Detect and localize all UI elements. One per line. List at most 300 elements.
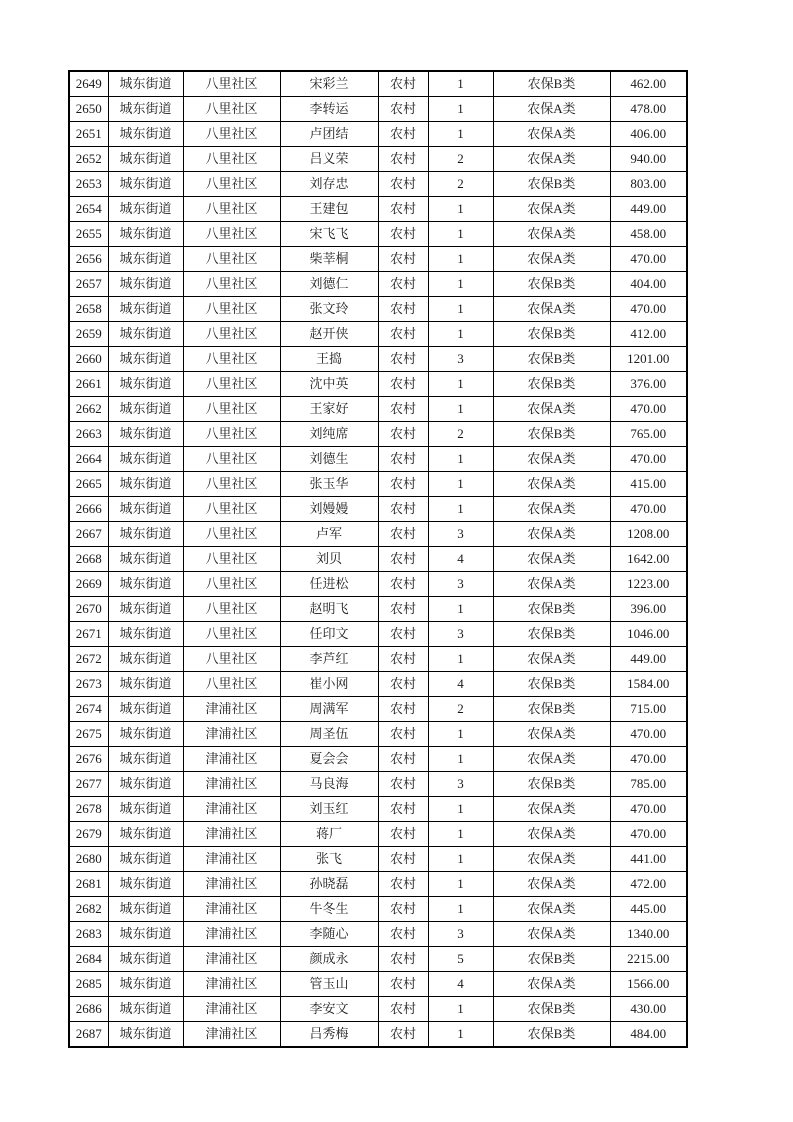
cell-person-name: 赵明飞 xyxy=(280,597,378,622)
cell-person-count: 3 xyxy=(428,347,493,372)
cell-amount: 1340.00 xyxy=(610,922,687,947)
cell-amount: 1201.00 xyxy=(610,347,687,372)
cell-household-type: 农村 xyxy=(378,147,428,172)
cell-community: 八里社区 xyxy=(183,297,280,322)
table-row xyxy=(69,272,687,297)
cell-household-type: 农村 xyxy=(378,297,428,322)
cell-serial-number: 2673 xyxy=(69,672,108,697)
cell-amount: 470.00 xyxy=(610,797,687,822)
cell-person-name: 孙晓磊 xyxy=(280,872,378,897)
table-row xyxy=(69,71,687,97)
cell-serial-number: 2686 xyxy=(69,997,108,1022)
cell-household-type: 农村 xyxy=(378,322,428,347)
cell-household-type: 农村 xyxy=(378,897,428,922)
cell-serial-number: 2649 xyxy=(69,71,108,97)
cell-insurance-category: 农保A类 xyxy=(493,822,610,847)
cell-insurance-category: 农保A类 xyxy=(493,722,610,747)
cell-person-name: 马良海 xyxy=(280,772,378,797)
cell-insurance-category: 农保B类 xyxy=(493,1022,610,1048)
table-body xyxy=(69,71,687,1047)
cell-person-count: 1 xyxy=(428,447,493,472)
cell-community: 八里社区 xyxy=(183,672,280,697)
cell-street: 城东街道 xyxy=(108,722,183,747)
cell-person-name: 崔小网 xyxy=(280,672,378,697)
cell-serial-number: 2677 xyxy=(69,772,108,797)
cell-street: 城东街道 xyxy=(108,547,183,572)
table-row xyxy=(69,572,687,597)
cell-amount: 2215.00 xyxy=(610,947,687,972)
table-row xyxy=(69,372,687,397)
cell-street: 城东街道 xyxy=(108,822,183,847)
cell-community: 八里社区 xyxy=(183,472,280,497)
cell-person-name: 王建包 xyxy=(280,197,378,222)
cell-community: 八里社区 xyxy=(183,247,280,272)
cell-serial-number: 2679 xyxy=(69,822,108,847)
cell-person-count: 1 xyxy=(428,97,493,122)
cell-amount: 449.00 xyxy=(610,647,687,672)
cell-community: 津浦社区 xyxy=(183,947,280,972)
cell-community: 八里社区 xyxy=(183,322,280,347)
cell-person-name: 刘德生 xyxy=(280,447,378,472)
cell-street: 城东街道 xyxy=(108,797,183,822)
cell-insurance-category: 农保A类 xyxy=(493,872,610,897)
cell-insurance-category: 农保A类 xyxy=(493,397,610,422)
cell-person-count: 2 xyxy=(428,697,493,722)
cell-insurance-category: 农保A类 xyxy=(493,797,610,822)
cell-community: 津浦社区 xyxy=(183,797,280,822)
table-row xyxy=(69,722,687,747)
cell-serial-number: 2674 xyxy=(69,697,108,722)
cell-person-name: 宋飞飞 xyxy=(280,222,378,247)
cell-serial-number: 2681 xyxy=(69,872,108,897)
cell-community: 八里社区 xyxy=(183,222,280,247)
cell-insurance-category: 农保A类 xyxy=(493,847,610,872)
cell-insurance-category: 农保A类 xyxy=(493,447,610,472)
cell-serial-number: 2682 xyxy=(69,897,108,922)
table-row xyxy=(69,297,687,322)
cell-street: 城东街道 xyxy=(108,71,183,97)
table-row xyxy=(69,597,687,622)
cell-household-type: 农村 xyxy=(378,622,428,647)
cell-household-type: 农村 xyxy=(378,672,428,697)
cell-serial-number: 2657 xyxy=(69,272,108,297)
cell-insurance-category: 农保A类 xyxy=(493,197,610,222)
cell-amount: 484.00 xyxy=(610,1022,687,1048)
cell-insurance-category: 农保A类 xyxy=(493,472,610,497)
cell-person-count: 1 xyxy=(428,822,493,847)
cell-insurance-category: 农保B类 xyxy=(493,322,610,347)
table-row xyxy=(69,947,687,972)
cell-person-count: 1 xyxy=(428,397,493,422)
table-row xyxy=(69,822,687,847)
cell-insurance-category: 农保A类 xyxy=(493,497,610,522)
cell-street: 城东街道 xyxy=(108,747,183,772)
cell-community: 八里社区 xyxy=(183,397,280,422)
cell-insurance-category: 农保A类 xyxy=(493,547,610,572)
table-row xyxy=(69,97,687,122)
table-row xyxy=(69,247,687,272)
cell-insurance-category: 农保B类 xyxy=(493,622,610,647)
cell-household-type: 农村 xyxy=(378,122,428,147)
cell-serial-number: 2683 xyxy=(69,922,108,947)
cell-person-count: 1 xyxy=(428,722,493,747)
cell-person-count: 2 xyxy=(428,172,493,197)
cell-amount: 458.00 xyxy=(610,222,687,247)
cell-person-count: 1 xyxy=(428,222,493,247)
cell-person-count: 1 xyxy=(428,747,493,772)
cell-person-count: 4 xyxy=(428,547,493,572)
cell-person-name: 周圣伍 xyxy=(280,722,378,747)
cell-serial-number: 2658 xyxy=(69,297,108,322)
table-row xyxy=(69,122,687,147)
cell-household-type: 农村 xyxy=(378,597,428,622)
cell-amount: 470.00 xyxy=(610,297,687,322)
cell-household-type: 农村 xyxy=(378,972,428,997)
cell-amount: 470.00 xyxy=(610,397,687,422)
cell-street: 城东街道 xyxy=(108,1022,183,1048)
cell-community: 八里社区 xyxy=(183,647,280,672)
cell-household-type: 农村 xyxy=(378,397,428,422)
cell-amount: 1566.00 xyxy=(610,972,687,997)
cell-amount: 376.00 xyxy=(610,372,687,397)
cell-amount: 441.00 xyxy=(610,847,687,872)
cell-person-count: 3 xyxy=(428,622,493,647)
table-row xyxy=(69,547,687,572)
table-row xyxy=(69,697,687,722)
cell-street: 城东街道 xyxy=(108,522,183,547)
cell-insurance-category: 农保B类 xyxy=(493,172,610,197)
cell-serial-number: 2671 xyxy=(69,622,108,647)
cell-person-name: 夏会会 xyxy=(280,747,378,772)
cell-amount: 1584.00 xyxy=(610,672,687,697)
cell-person-name: 王捣 xyxy=(280,347,378,372)
cell-amount: 1046.00 xyxy=(610,622,687,647)
cell-insurance-category: 农保B类 xyxy=(493,947,610,972)
cell-amount: 449.00 xyxy=(610,197,687,222)
cell-community: 津浦社区 xyxy=(183,997,280,1022)
cell-household-type: 农村 xyxy=(378,572,428,597)
cell-household-type: 农村 xyxy=(378,822,428,847)
cell-household-type: 农村 xyxy=(378,522,428,547)
cell-insurance-category: 农保A类 xyxy=(493,222,610,247)
cell-person-name: 张飞 xyxy=(280,847,378,872)
cell-community: 八里社区 xyxy=(183,272,280,297)
cell-household-type: 农村 xyxy=(378,872,428,897)
cell-person-count: 1 xyxy=(428,272,493,297)
cell-community: 八里社区 xyxy=(183,197,280,222)
cell-household-type: 农村 xyxy=(378,1022,428,1048)
cell-insurance-category: 农保B类 xyxy=(493,597,610,622)
cell-person-count: 1 xyxy=(428,997,493,1022)
cell-person-name: 刘玉红 xyxy=(280,797,378,822)
cell-community: 八里社区 xyxy=(183,447,280,472)
cell-community: 津浦社区 xyxy=(183,872,280,897)
cell-person-name: 刘德仁 xyxy=(280,272,378,297)
cell-person-count: 1 xyxy=(428,847,493,872)
cell-serial-number: 2687 xyxy=(69,1022,108,1048)
cell-street: 城东街道 xyxy=(108,647,183,672)
cell-community: 津浦社区 xyxy=(183,847,280,872)
cell-insurance-category: 农保A类 xyxy=(493,922,610,947)
cell-person-count: 1 xyxy=(428,872,493,897)
table-row xyxy=(69,797,687,822)
cell-insurance-category: 农保A类 xyxy=(493,247,610,272)
cell-household-type: 农村 xyxy=(378,997,428,1022)
cell-household-type: 农村 xyxy=(378,747,428,772)
cell-community: 津浦社区 xyxy=(183,772,280,797)
cell-insurance-category: 农保A类 xyxy=(493,747,610,772)
cell-amount: 470.00 xyxy=(610,247,687,272)
cell-serial-number: 2655 xyxy=(69,222,108,247)
cell-serial-number: 2651 xyxy=(69,122,108,147)
cell-serial-number: 2680 xyxy=(69,847,108,872)
cell-insurance-category: 农保A类 xyxy=(493,972,610,997)
cell-amount: 470.00 xyxy=(610,497,687,522)
cell-amount: 415.00 xyxy=(610,472,687,497)
table-row xyxy=(69,997,687,1022)
table-row xyxy=(69,147,687,172)
cell-serial-number: 2653 xyxy=(69,172,108,197)
cell-insurance-category: 农保B类 xyxy=(493,772,610,797)
cell-household-type: 农村 xyxy=(378,797,428,822)
cell-street: 城东街道 xyxy=(108,622,183,647)
cell-household-type: 农村 xyxy=(378,97,428,122)
cell-person-name: 张玉华 xyxy=(280,472,378,497)
cell-street: 城东街道 xyxy=(108,222,183,247)
cell-person-count: 2 xyxy=(428,422,493,447)
cell-insurance-category: 农保B类 xyxy=(493,372,610,397)
cell-household-type: 农村 xyxy=(378,697,428,722)
cell-person-count: 4 xyxy=(428,972,493,997)
cell-community: 八里社区 xyxy=(183,547,280,572)
cell-serial-number: 2667 xyxy=(69,522,108,547)
cell-person-count: 3 xyxy=(428,572,493,597)
cell-community: 八里社区 xyxy=(183,497,280,522)
cell-person-name: 李转运 xyxy=(280,97,378,122)
table-row xyxy=(69,522,687,547)
cell-serial-number: 2660 xyxy=(69,347,108,372)
cell-street: 城东街道 xyxy=(108,422,183,447)
cell-street: 城东街道 xyxy=(108,872,183,897)
cell-household-type: 农村 xyxy=(378,422,428,447)
cell-street: 城东街道 xyxy=(108,997,183,1022)
cell-person-count: 1 xyxy=(428,247,493,272)
cell-person-name: 李芦红 xyxy=(280,647,378,672)
cell-person-count: 1 xyxy=(428,597,493,622)
cell-serial-number: 2650 xyxy=(69,97,108,122)
cell-street: 城东街道 xyxy=(108,697,183,722)
cell-person-name: 管玉山 xyxy=(280,972,378,997)
cell-serial-number: 2656 xyxy=(69,247,108,272)
cell-street: 城东街道 xyxy=(108,97,183,122)
cell-person-name: 周满军 xyxy=(280,697,378,722)
cell-person-name: 任进松 xyxy=(280,572,378,597)
cell-street: 城东街道 xyxy=(108,397,183,422)
cell-person-count: 4 xyxy=(428,672,493,697)
cell-person-name: 王家好 xyxy=(280,397,378,422)
cell-serial-number: 2666 xyxy=(69,497,108,522)
cell-insurance-category: 农保A类 xyxy=(493,572,610,597)
cell-amount: 430.00 xyxy=(610,997,687,1022)
cell-serial-number: 2676 xyxy=(69,747,108,772)
table-row xyxy=(69,647,687,672)
cell-person-name: 吕秀梅 xyxy=(280,1022,378,1048)
cell-community: 八里社区 xyxy=(183,147,280,172)
cell-amount: 445.00 xyxy=(610,897,687,922)
cell-person-count: 1 xyxy=(428,797,493,822)
cell-person-name: 柴莘桐 xyxy=(280,247,378,272)
cell-community: 津浦社区 xyxy=(183,1022,280,1048)
cell-community: 八里社区 xyxy=(183,372,280,397)
cell-street: 城东街道 xyxy=(108,897,183,922)
table-row xyxy=(69,772,687,797)
cell-household-type: 农村 xyxy=(378,172,428,197)
cell-community: 八里社区 xyxy=(183,622,280,647)
cell-serial-number: 2672 xyxy=(69,647,108,672)
cell-insurance-category: 农保A类 xyxy=(493,647,610,672)
cell-insurance-category: 农保A类 xyxy=(493,897,610,922)
table-row xyxy=(69,222,687,247)
cell-person-name: 蒋厂 xyxy=(280,822,378,847)
cell-serial-number: 2662 xyxy=(69,397,108,422)
cell-serial-number: 2652 xyxy=(69,147,108,172)
table-row xyxy=(69,447,687,472)
cell-person-count: 1 xyxy=(428,197,493,222)
cell-serial-number: 2665 xyxy=(69,472,108,497)
cell-amount: 470.00 xyxy=(610,747,687,772)
table-row xyxy=(69,322,687,347)
cell-person-count: 5 xyxy=(428,947,493,972)
cell-insurance-category: 农保B类 xyxy=(493,71,610,97)
cell-household-type: 农村 xyxy=(378,197,428,222)
table-row xyxy=(69,972,687,997)
cell-person-count: 1 xyxy=(428,372,493,397)
cell-person-name: 牛冬生 xyxy=(280,897,378,922)
cell-street: 城东街道 xyxy=(108,372,183,397)
cell-amount: 396.00 xyxy=(610,597,687,622)
cell-amount: 940.00 xyxy=(610,147,687,172)
cell-person-name: 卢军 xyxy=(280,522,378,547)
cell-community: 八里社区 xyxy=(183,172,280,197)
cell-person-name: 李安文 xyxy=(280,997,378,1022)
cell-household-type: 农村 xyxy=(378,447,428,472)
table-row xyxy=(69,847,687,872)
cell-insurance-category: 农保A类 xyxy=(493,297,610,322)
cell-person-count: 2 xyxy=(428,147,493,172)
cell-street: 城东街道 xyxy=(108,772,183,797)
cell-amount: 462.00 xyxy=(610,71,687,97)
cell-community: 津浦社区 xyxy=(183,897,280,922)
cell-household-type: 农村 xyxy=(378,347,428,372)
cell-street: 城东街道 xyxy=(108,297,183,322)
cell-serial-number: 2663 xyxy=(69,422,108,447)
cell-amount: 1223.00 xyxy=(610,572,687,597)
cell-community: 八里社区 xyxy=(183,97,280,122)
cell-person-name: 赵开侠 xyxy=(280,322,378,347)
cell-street: 城东街道 xyxy=(108,172,183,197)
cell-street: 城东街道 xyxy=(108,672,183,697)
table-row xyxy=(69,1022,687,1048)
cell-amount: 1208.00 xyxy=(610,522,687,547)
cell-person-name: 刘纯席 xyxy=(280,422,378,447)
cell-street: 城东街道 xyxy=(108,147,183,172)
cell-person-count: 1 xyxy=(428,122,493,147)
cell-street: 城东街道 xyxy=(108,272,183,297)
cell-community: 八里社区 xyxy=(183,347,280,372)
cell-amount: 470.00 xyxy=(610,447,687,472)
cell-community: 八里社区 xyxy=(183,71,280,97)
cell-street: 城东街道 xyxy=(108,347,183,372)
cell-serial-number: 2654 xyxy=(69,197,108,222)
cell-person-name: 李随心 xyxy=(280,922,378,947)
cell-person-name: 宋彩兰 xyxy=(280,71,378,97)
cell-serial-number: 2659 xyxy=(69,322,108,347)
cell-street: 城东街道 xyxy=(108,847,183,872)
table-row xyxy=(69,397,687,422)
cell-street: 城东街道 xyxy=(108,197,183,222)
cell-household-type: 农村 xyxy=(378,722,428,747)
cell-person-name: 任印文 xyxy=(280,622,378,647)
cell-household-type: 农村 xyxy=(378,247,428,272)
cell-insurance-category: 农保B类 xyxy=(493,347,610,372)
cell-community: 八里社区 xyxy=(183,122,280,147)
cell-insurance-category: 农保A类 xyxy=(493,522,610,547)
cell-person-count: 3 xyxy=(428,772,493,797)
cell-amount: 472.00 xyxy=(610,872,687,897)
table-row xyxy=(69,422,687,447)
cell-person-count: 1 xyxy=(428,647,493,672)
cell-amount: 470.00 xyxy=(610,722,687,747)
cell-amount: 765.00 xyxy=(610,422,687,447)
cell-community: 津浦社区 xyxy=(183,922,280,947)
table-row xyxy=(69,497,687,522)
table-row xyxy=(69,347,687,372)
cell-insurance-category: 农保A类 xyxy=(493,147,610,172)
cell-serial-number: 2670 xyxy=(69,597,108,622)
cell-household-type: 农村 xyxy=(378,472,428,497)
cell-household-type: 农村 xyxy=(378,547,428,572)
cell-amount: 470.00 xyxy=(610,822,687,847)
cell-person-count: 1 xyxy=(428,71,493,97)
cell-person-name: 颜成永 xyxy=(280,947,378,972)
cell-community: 津浦社区 xyxy=(183,722,280,747)
cell-person-name: 刘存忠 xyxy=(280,172,378,197)
cell-insurance-category: 农保B类 xyxy=(493,672,610,697)
cell-amount: 412.00 xyxy=(610,322,687,347)
cell-person-name: 卢团结 xyxy=(280,122,378,147)
cell-street: 城东街道 xyxy=(108,247,183,272)
cell-household-type: 农村 xyxy=(378,772,428,797)
cell-amount: 478.00 xyxy=(610,97,687,122)
cell-person-count: 1 xyxy=(428,1022,493,1048)
cell-street: 城东街道 xyxy=(108,947,183,972)
table-row xyxy=(69,897,687,922)
cell-community: 八里社区 xyxy=(183,522,280,547)
cell-insurance-category: 农保B类 xyxy=(493,422,610,447)
cell-serial-number: 2668 xyxy=(69,547,108,572)
cell-person-name: 刘嫚嫚 xyxy=(280,497,378,522)
cell-insurance-category: 农保A类 xyxy=(493,97,610,122)
cell-community: 八里社区 xyxy=(183,422,280,447)
table-row xyxy=(69,872,687,897)
cell-person-count: 3 xyxy=(428,522,493,547)
cell-household-type: 农村 xyxy=(378,71,428,97)
cell-household-type: 农村 xyxy=(378,947,428,972)
cell-street: 城东街道 xyxy=(108,497,183,522)
cell-person-count: 1 xyxy=(428,497,493,522)
cell-household-type: 农村 xyxy=(378,922,428,947)
cell-insurance-category: 农保A类 xyxy=(493,122,610,147)
